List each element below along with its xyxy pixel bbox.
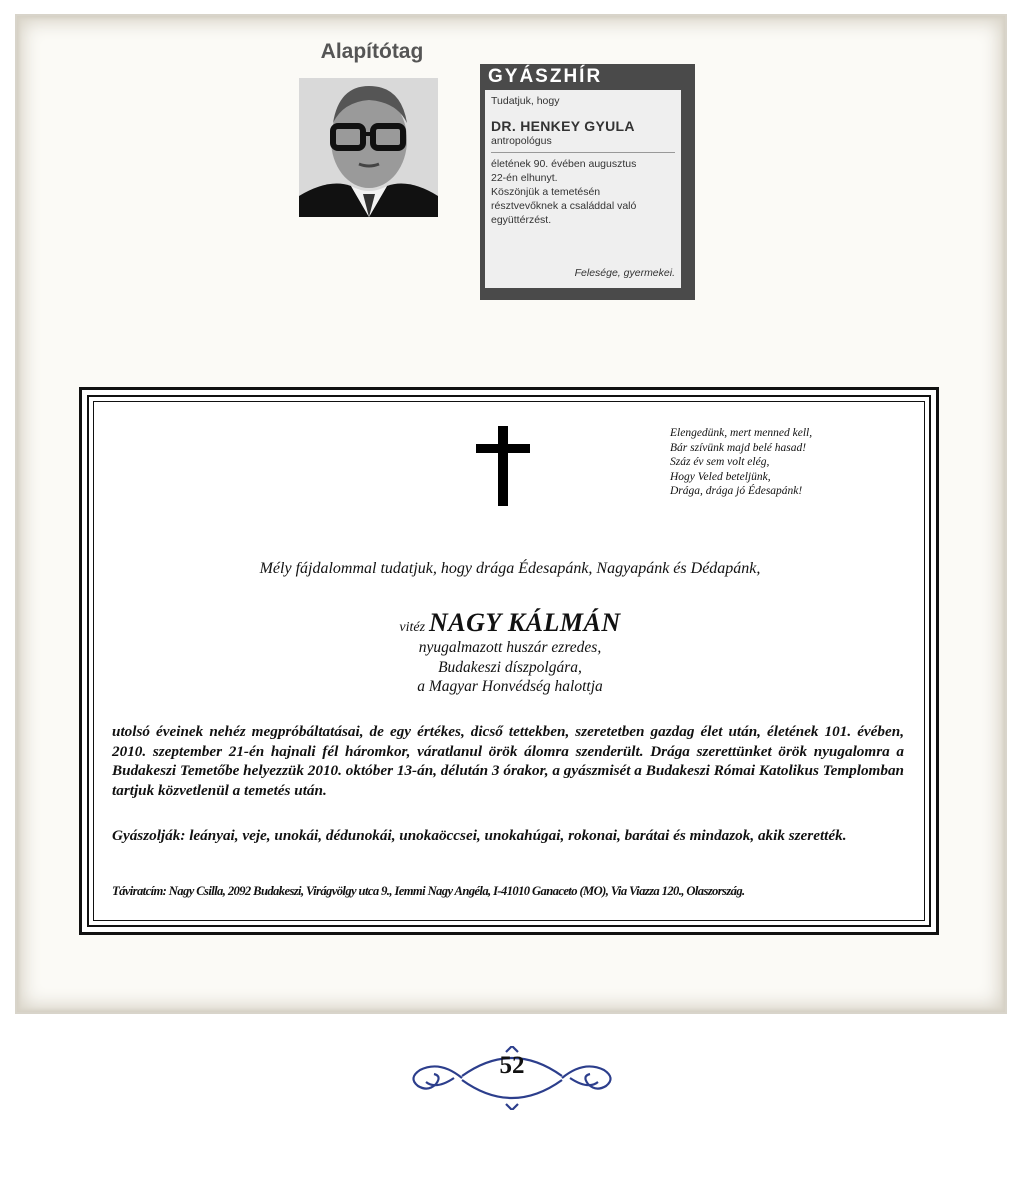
clipping-line1: Tudatjuk, hogy bbox=[491, 95, 560, 107]
notice-intro: Mély fájdalommal tudatjuk, hogy drága Édesapánk, Nagyapánk és Dédapánk, bbox=[259, 560, 761, 577]
poem-line: Száz év sem volt elég, bbox=[670, 456, 770, 469]
clipping-text3: Köszönjük a temetésén bbox=[491, 186, 601, 198]
clipping-text4: résztvevőknek a családdal való bbox=[491, 200, 637, 212]
notice-body: utolsó éveinek nehéz megpróbáltatásai, de egy értékes, dicső tettekben, szeretetben gazdag élet után, életének 101. évében, 2010. szeptember 21-én hajnali fél háromkor, váratlanul örök álomra szenderült. Drága szerettünket örök nyugalomra a Budakeszi Temetőbe helyezzük 2010. október 13-án, délután 3 órakor, a gyászmisét a Budakeszi Római Katolikus Templomban tartjuk közvetlenül a temetés után. bbox=[112, 723, 904, 800]
clipping-body bbox=[485, 90, 681, 288]
deceased-titles bbox=[300, 638, 720, 697]
clipping-profession: antropológus bbox=[491, 135, 552, 147]
title-line: Budakeszi díszpolgára, bbox=[438, 658, 582, 676]
newspaper-clipping bbox=[480, 64, 695, 300]
poem-line: Bár szívünk majd belé hasad! bbox=[670, 441, 807, 454]
deceased-name-line bbox=[200, 608, 820, 638]
founder-label: Alapítótag bbox=[320, 40, 424, 63]
poem bbox=[670, 426, 910, 499]
clipping-divider bbox=[491, 152, 675, 153]
clipping-signature: Felesége, gyermekei. bbox=[574, 267, 675, 279]
clipping-header: GYÁSZHÍR bbox=[488, 66, 603, 87]
clipping-text2: 22-én elhunyt. bbox=[491, 172, 558, 184]
poem-line: Hogy Veled beteljünk, bbox=[670, 470, 771, 483]
page-number: 52 bbox=[499, 1052, 525, 1079]
poem-line: Elengedünk, mert menned kell, bbox=[670, 427, 813, 439]
title-line: nyugalmazott huszár ezredes, bbox=[418, 639, 602, 656]
poem-line: Drága, drága jó Édesapánk! bbox=[670, 485, 803, 498]
clipping-text5: együttérzést. bbox=[491, 214, 552, 226]
deceased-name: NAGY KÁLMÁN bbox=[429, 608, 621, 637]
title-line: a Magyar Honvédség halottja bbox=[417, 678, 603, 695]
telegram-address: Táviratcím: Nagy Csilla, 2092 Budakeszi, Virágvölgy utca 9., Iemmi Nagy Angéla, I-41010 Ganaceto (MO), Via Viazza 120., Olaszország. bbox=[112, 884, 745, 898]
clipping-text1: életének 90. évében augusztus bbox=[491, 158, 637, 170]
mourners: Gyászolják: leányai, veje, unokái, dédunokái, unokaöccsei, unokahúgai, rokonai, barátai és mindazok, akik szerették. bbox=[112, 827, 847, 844]
portrait-photo bbox=[299, 78, 438, 217]
name-prefix: vitéz bbox=[399, 620, 426, 635]
cross-icon bbox=[473, 426, 533, 506]
clipping-name: DR. HENKEY GYULA bbox=[491, 118, 635, 134]
